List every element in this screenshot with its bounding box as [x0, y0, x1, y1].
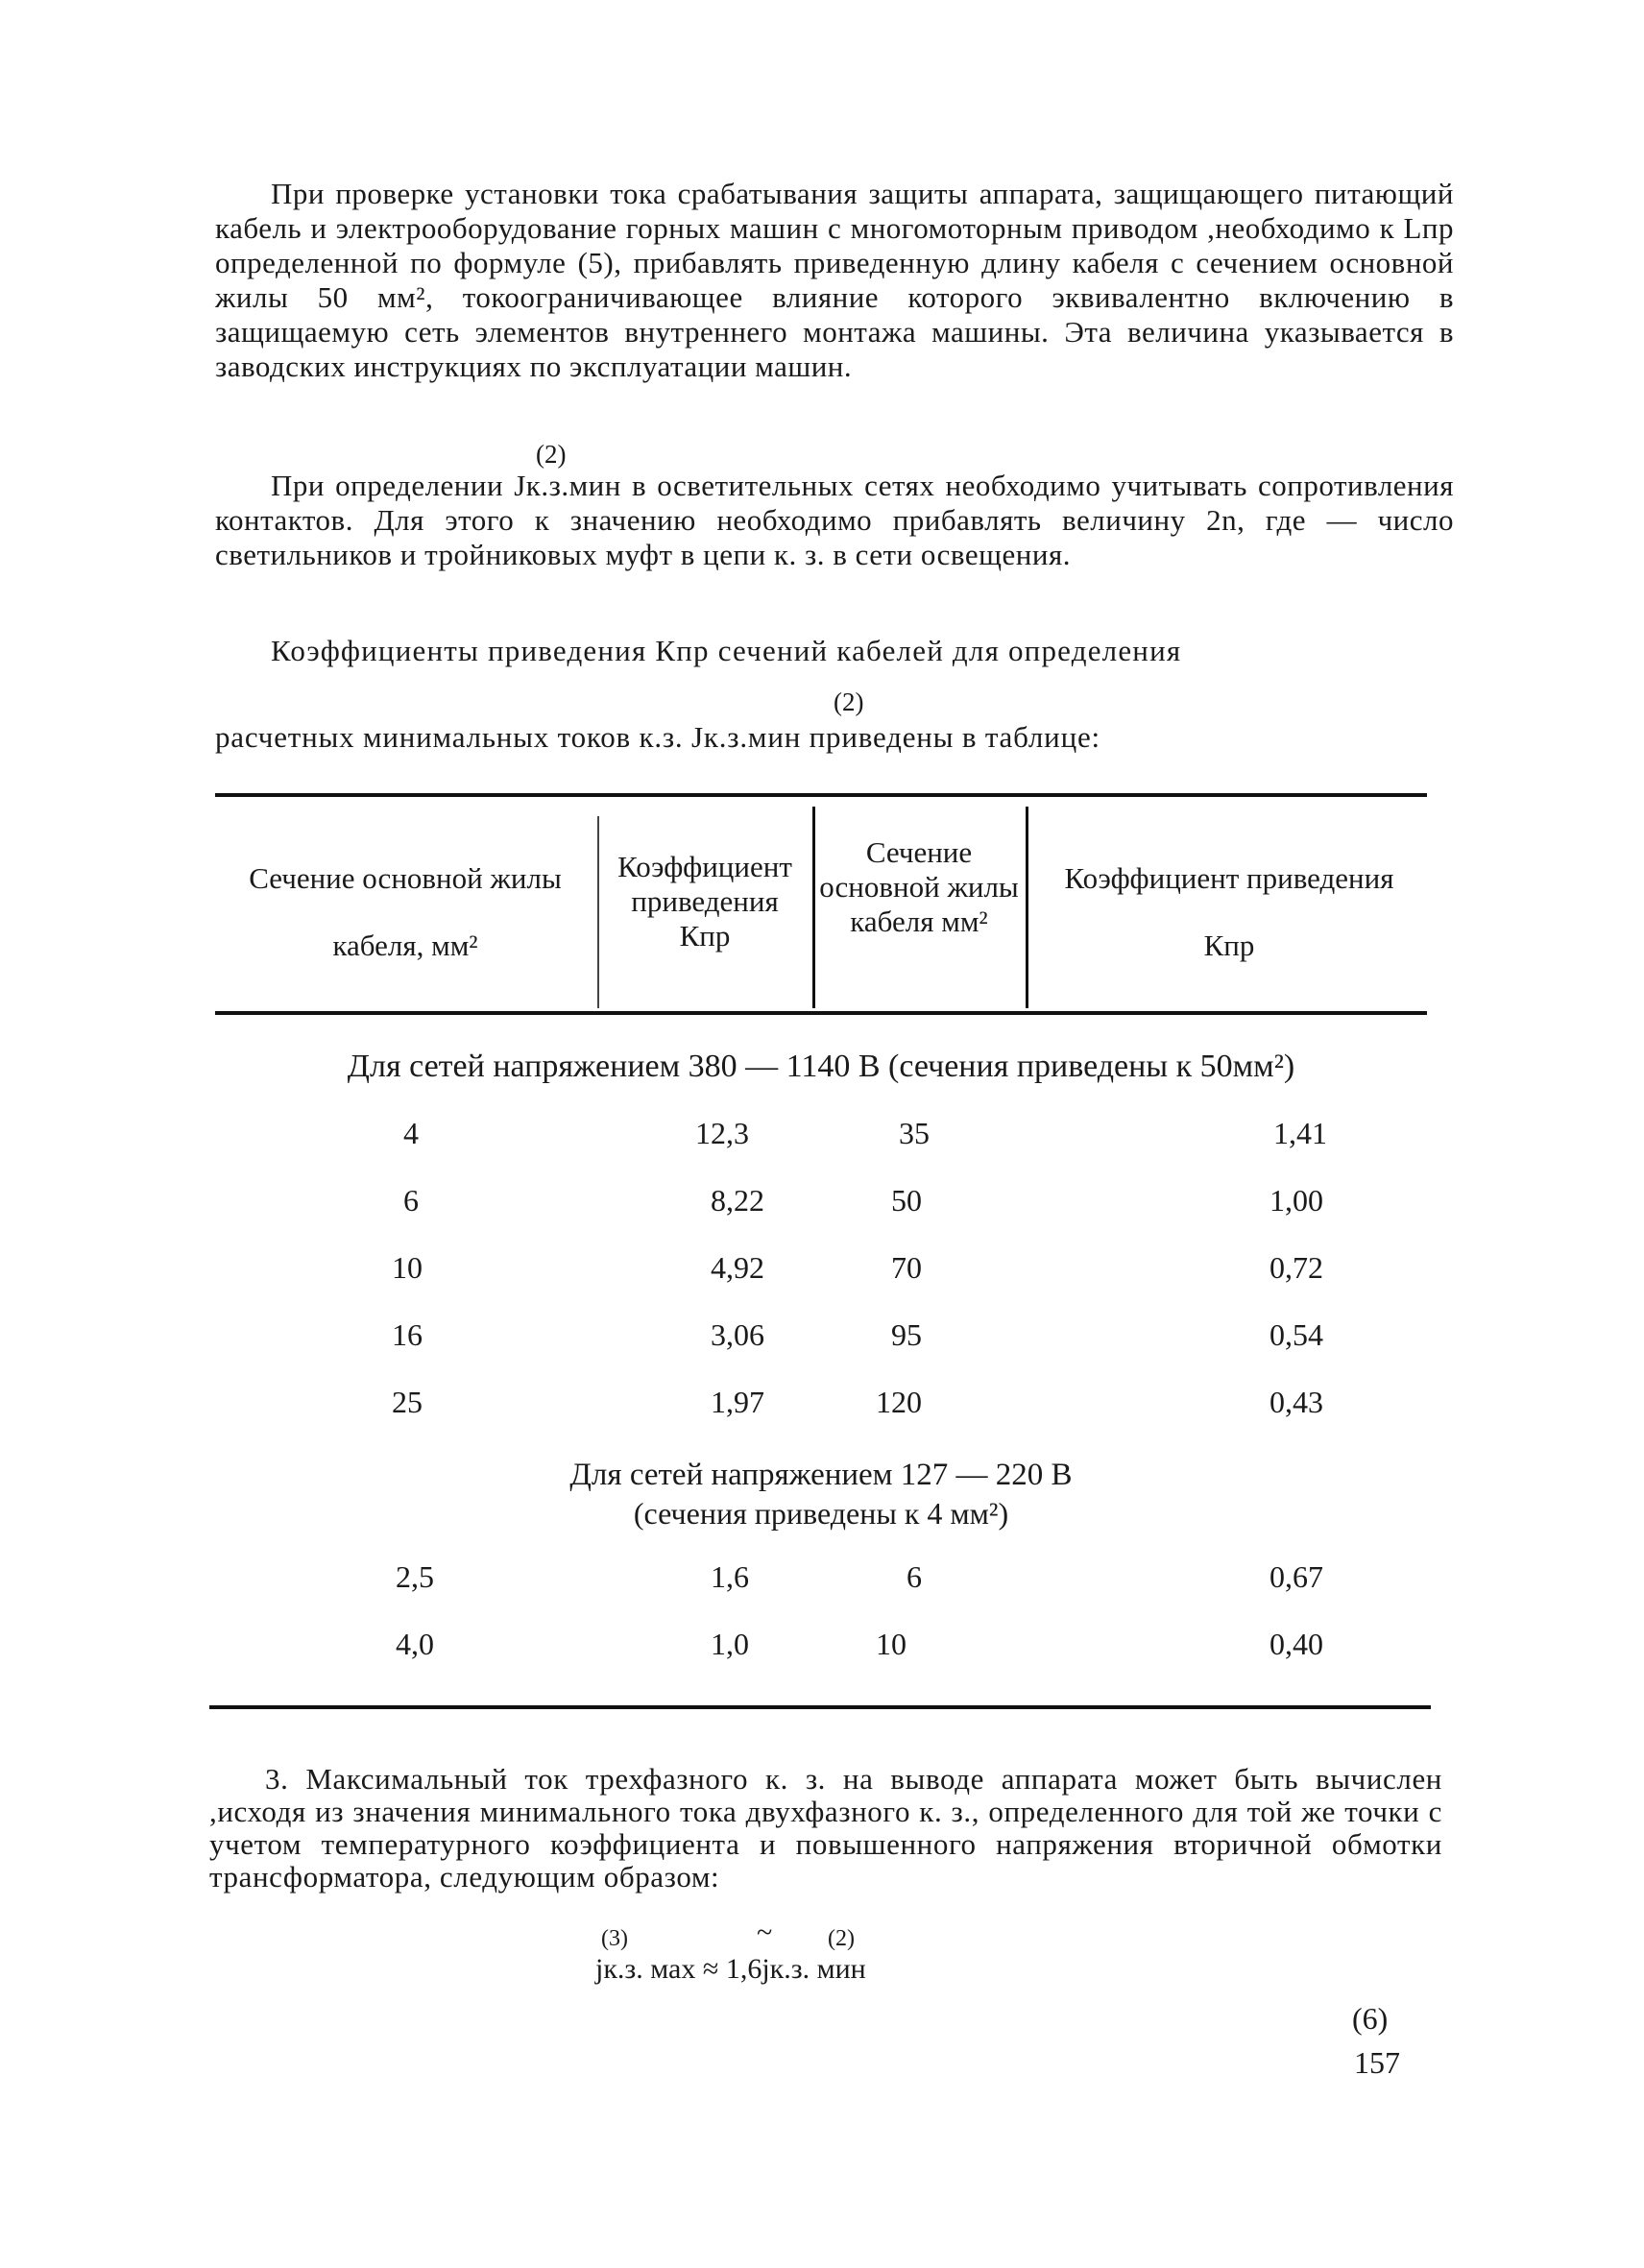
header-divider-1 — [597, 816, 599, 1008]
table-cell-section: 4,0 — [396, 1627, 434, 1661]
table-cell-coefficient: 0,54 — [1269, 1317, 1323, 1352]
paragraph-max-current: 3. Максимальный ток трехфазного к. з. на выводе аппарата может быть вычислен ,исходя из значения минимального тока двухфазного к. з., определенного для той же точки с учетом температурного коэффициента и повышенного напряжения вторичной обмотки трансформатора, следующим образом: — [209, 1762, 1442, 1894]
superscript-2: (2) — [536, 440, 567, 469]
table-cell-coefficient: 1,00 — [1269, 1183, 1323, 1218]
table-cell-section: 6 — [907, 1559, 922, 1594]
table-cell-section: 35 — [899, 1116, 930, 1150]
table-cell-section: 70 — [891, 1250, 922, 1285]
table-cell-section: 10 — [392, 1250, 423, 1285]
header-section-secondary: Сечение основной жилы кабеля мм² — [819, 835, 1019, 938]
table-cell-coefficient: 12,3 — [695, 1116, 749, 1150]
formula-superscript-3: (3) — [601, 1926, 628, 1951]
table-cell-coefficient: 1,97 — [711, 1385, 764, 1419]
table-cell-coefficient: 1,6 — [711, 1559, 749, 1594]
table-cell-section: 50 — [891, 1183, 922, 1218]
table-cell-section: 95 — [891, 1317, 922, 1352]
section-subtitle-127-220: (сечения приведены к 4 мм²) — [633, 1496, 1009, 1531]
paragraph-protection-check: При проверке установки тока срабатывания защиты аппарата, защищающего питающий кабель и электрооборудование горных машин с многомоторным приводом ,необходимо к Lпр определенной по формуле (5), прибавлять приведенную длину кабеля с сечением основной жилы 50 мм², токоограничивающее влияние которого эквивалентно включению в защищаемую сеть элементов внутреннего монтажа машины. Эта величина указывается в заводских инструкциях по эксплуатации машин. — [215, 177, 1454, 383]
table-cell-coefficient: 0,67 — [1269, 1559, 1323, 1594]
header-coefficient: Коэффициент приведения Кпр — [617, 850, 792, 953]
table-cell-section: 6 — [403, 1183, 419, 1218]
formula-tilde: ~ — [757, 1917, 773, 1948]
table-cell-coefficient: 0,43 — [1269, 1385, 1323, 1419]
superscript-2-b: (2) — [834, 688, 864, 716]
table-cell-coefficient: 1,41 — [1273, 1116, 1327, 1150]
paragraph-coefficients-line2: расчетных минимальных токов к.з. Jк.з.мин приведены в таблице: — [215, 720, 1100, 754]
paragraph-coefficients-line1: Коэффициенты приведения Кпр сечений кабелей для определения — [271, 634, 1182, 667]
table-cell-coefficient: 8,22 — [711, 1183, 764, 1218]
page-number: 157 — [1354, 2045, 1400, 2080]
table-cell-section: 10 — [876, 1627, 907, 1661]
paragraph-lighting-networks: При определении Jк.з.мин в осветительных сетях необходимо учитывать сопротивления контактов. Для этого к значению необходимо прибавлять величину 2n, где — число светильников и тройниковых муфт в цепи к. з. в сети освещения. — [215, 469, 1454, 571]
header-divider-3 — [1026, 807, 1028, 1008]
table-cell-coefficient: 1,0 — [711, 1627, 749, 1661]
header-coefficient-2: Коэффициент приведения Кпр — [1064, 861, 1394, 962]
formula-number: (6) — [1352, 2001, 1389, 2036]
table-cell-coefficient: 4,92 — [711, 1250, 764, 1285]
table-cell-coefficient: 0,72 — [1269, 1250, 1323, 1285]
header-section-main: Сечение основной жилы кабеля, мм² — [249, 861, 562, 962]
table-cell-section: 2,5 — [396, 1559, 434, 1594]
table-cell-coefficient: 0,40 — [1269, 1627, 1323, 1661]
table-cell-section: 4 — [403, 1116, 419, 1150]
formula-expression: jк.з. мах ≈ 1,6jк.з. мин — [595, 1953, 866, 1985]
table-cell-section: 120 — [876, 1385, 922, 1419]
table-bottom-rule — [209, 1705, 1431, 1709]
table-cell-section: 16 — [392, 1317, 423, 1352]
table-cell-coefficient: 3,06 — [711, 1317, 764, 1352]
table-top-rule — [215, 793, 1427, 797]
section-title-380-1140: Для сетей напряжением 380 — 1140 В (сечения приведены к 50мм²) — [347, 1049, 1295, 1084]
header-divider-2 — [812, 807, 815, 1008]
table-cell-section: 25 — [392, 1385, 423, 1419]
section-title-127-220: Для сетей напряжением 127 — 220 В — [569, 1458, 1073, 1492]
table-header-rule — [215, 1011, 1427, 1015]
formula-superscript-2: (2) — [828, 1926, 855, 1951]
